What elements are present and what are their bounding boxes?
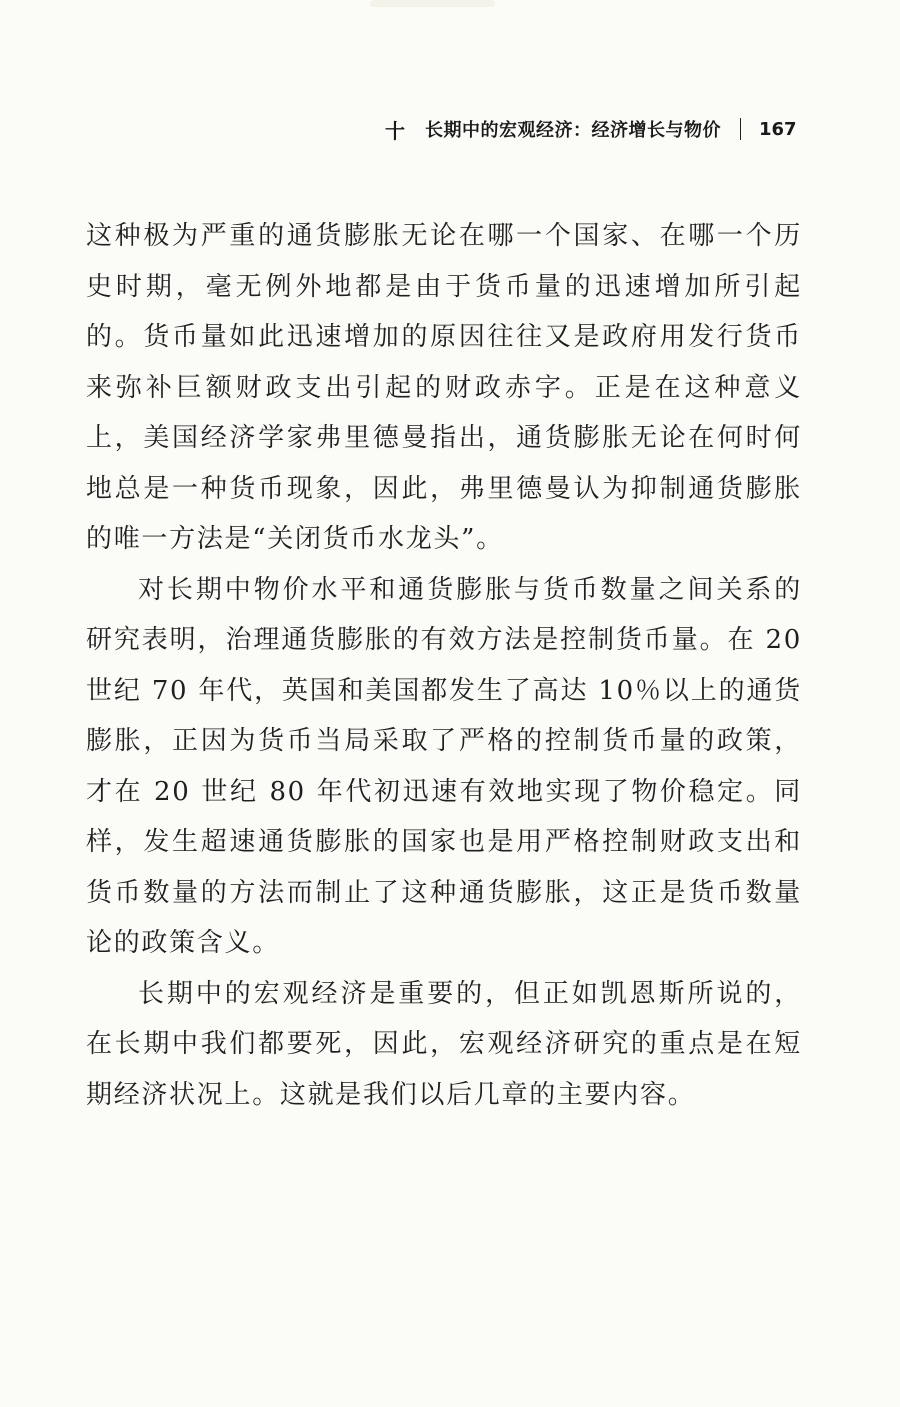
chapter-number: 十: [385, 118, 406, 143]
paragraph-2: 对长期中物价水平和通货膨胀与货币数量之间关系的研究表明，治理通货膨胀的有效方法是控制货币量。在 20 世纪 70 年代，英国和美国都发生了高达 10％以上的通货膨胀，正因为货币当局采取了严格的控制货币量的政策，才在 20 世纪 80 年代初迅速有效地实现了物价稳定。同样，发生超速通货膨胀的国家也是用严格控制财政支出和货币数量的方法而制止了这种通货膨胀，这正是货币数量论的政策含义。: [86, 574, 802, 958]
page-number: 167: [759, 118, 797, 140]
paragraph-1: 这种极为严重的通货膨胀无论在哪一个国家、在哪一个历史时期，毫无例外地都是由于货币量的迅速增加所引起的。货币量如此迅速增加的原因往往又是政府用发行货币来弥补巨额财政支出引起的财政赤字。正是在这种意义上，美国经济学家弗里德曼指出，通货膨胀无论在何时何地总是一种货币现象，因此，弗里德曼认为抑制通货膨胀的唯一方法是“关闭货币水龙头”。: [86, 221, 802, 554]
header-divider: [740, 118, 741, 140]
paragraph-3: 长期中的宏观经济是重要的，但正如凯恩斯所说的，在长期中我们都要死，因此，宏观经济研究的重点是在短期经济状况上。这就是我们以后几章的主要内容。: [86, 978, 802, 1110]
chapter-title: 长期中的宏观经济：经济增长与物价: [425, 120, 721, 141]
body-text: [86, 211, 802, 1120]
scan-smudge: [370, 0, 495, 7]
running-header: [385, 112, 805, 146]
